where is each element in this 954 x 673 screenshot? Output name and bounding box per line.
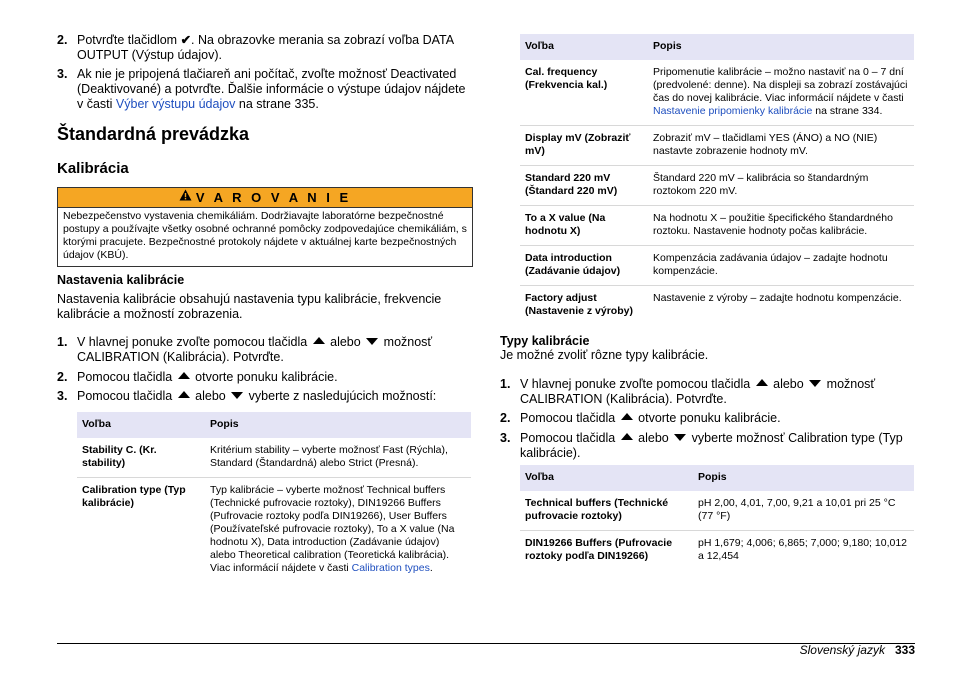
option-description: Štandard 220 mV – kalibrácia so štandardným roztokom 220 mV. xyxy=(648,166,914,206)
subsection-title: Kalibrácia xyxy=(57,160,129,177)
down-arrow-icon xyxy=(231,392,243,399)
column-header: Voľba xyxy=(77,412,205,438)
option-name: Technical buffers (Technické pufrovacie roztoky) xyxy=(525,497,669,522)
table-row xyxy=(520,206,914,246)
column-header: Popis xyxy=(205,412,471,438)
table-header-row xyxy=(520,34,914,60)
option-description: pH 2,00, 4,01, 7,00, 9,21 a 10,01 pri 25 °C (77 °F) xyxy=(698,497,896,522)
table-row xyxy=(520,166,914,206)
column-header: Voľba xyxy=(520,465,693,491)
down-arrow-icon xyxy=(366,338,378,345)
option-description: Zobraziť mV – tlačidlami YES (ÁNO) a NO (NIE) nastavte zobrazenie hodnoty mV. xyxy=(648,126,914,166)
option-name: Stability C. (Kr. stability) xyxy=(82,444,157,469)
option-description: Kompenzácia zadávania údajov – zadajte hodnotu kompenzácie. xyxy=(648,246,914,286)
up-arrow-icon xyxy=(178,372,190,379)
table-header-row xyxy=(77,412,471,438)
option-name: To a X value (Na hodnotu X) xyxy=(520,206,648,246)
option-name: Standard 220 mV (Štandard 220 mV) xyxy=(520,166,648,206)
page-footer xyxy=(800,643,915,657)
calibration-settings-intro: Nastavenia kalibrácie obsahujú nastavenia typu kalibrácie, frekvencie kalibrácie a možností zobrazenia. xyxy=(57,292,442,321)
down-arrow-icon xyxy=(674,434,686,441)
column-header: Popis xyxy=(693,465,914,491)
table-row xyxy=(520,126,914,166)
option-name: Factory adjust (Nastavenie z výroby) xyxy=(520,286,648,326)
option-description: Kritérium stability – vyberte možnosť Fast (Rýchla), Standard (Štandardná) alebo Strict (Presná). xyxy=(210,444,448,469)
link-data-output[interactable]: Výber výstupu údajov xyxy=(115,97,236,111)
calibration-types-heading: Typy kalibrácie xyxy=(500,334,590,348)
up-arrow-icon xyxy=(621,433,633,440)
page-number: 333 xyxy=(894,643,915,657)
table-row xyxy=(520,286,914,326)
link-calibration-reminder[interactable]: Nastavenie pripomienky kalibrácie xyxy=(653,105,813,117)
option-description: Typ kalibrácie – vyberte možnosť Technical buffers (Technické pufrovacie roztoky), DIN19266 Buffers (Pufrovacie roztoky podľa DIN19266), User Buffers (Používateľské pufrovacie roztoky), To a X value (Na hodnotu X), Data introduction (Zadávanie údajov) alebo Theoretical calibration (Teoretická kalibrácia). Viac informácií nájdete v časti Calibration types. xyxy=(205,478,471,583)
calibration-types-table xyxy=(520,465,914,570)
calibration-settings-heading: Nastavenia kalibrácie xyxy=(57,273,185,287)
warning-header: V A R O V A N I E xyxy=(58,188,472,208)
option-description: Pripomenutie kalibrácie – možno nastaviť na 0 – 7 dní (predvolené: denne). Na displeji sa zobrazí zostávajúci čas do novej kalibrácie. Viac informácií nájdete v časti Nastavenie pripomienky kalibrácie na strane 334. xyxy=(653,66,908,117)
table-row xyxy=(520,531,914,571)
up-arrow-icon xyxy=(178,391,190,398)
option-description: pH 1,679; 4,006; 6,865; 7,000; 9,180; 10,012 a 12,454 xyxy=(693,531,914,571)
option-description: Nastavenie z výroby – zadajte hodnotu kompenzácie. xyxy=(648,286,914,326)
up-arrow-icon xyxy=(756,379,768,386)
table-row xyxy=(520,60,914,126)
option-name: DIN19266 Buffers (Pufrovacie roztoky podľa DIN19266) xyxy=(520,531,693,571)
option-name: Data introduction (Zadávanie údajov) xyxy=(520,246,648,286)
down-arrow-icon xyxy=(809,380,821,387)
column-header: Popis xyxy=(648,34,914,60)
column-header: Voľba xyxy=(520,34,648,60)
table-header-row xyxy=(520,465,914,491)
up-arrow-icon xyxy=(621,413,633,420)
section-title: Štandardná prevádzka xyxy=(57,124,250,144)
option-name: Calibration type (Typ kalibrácie) xyxy=(77,478,205,583)
footer-language: Slovenský jazyk xyxy=(799,643,885,657)
table-row xyxy=(77,478,471,583)
table-row xyxy=(520,491,914,531)
table-row xyxy=(77,438,471,478)
warning-text: Nebezpečenstvo vystavenia chemikáliám. Dodržiavajte laboratórne bezpečnostné postupy a používajte všetky osobné ochranné pomôcky zodpovedajúce chemikáliám, s ktorými pracujete. Bezpečnostné protokoly nájdete v aktuálnej karte bezpečnostných údajov (KBÚ). xyxy=(63,210,467,261)
option-name: Cal. frequency (Frekvencia kal.) xyxy=(525,66,608,91)
footer-divider xyxy=(57,643,915,644)
option-description: Na hodnotu X – použitie špecifického štandardného roztoku. Nastavenie hodnoty počas kalibrácie. xyxy=(648,206,914,246)
option-name: Display mV (Zobraziť mV) xyxy=(520,126,648,166)
checkmark-icon: ✔ xyxy=(180,33,192,47)
warning-box xyxy=(57,187,473,267)
up-arrow-icon xyxy=(313,337,325,344)
calibration-options-table xyxy=(520,34,914,325)
link-calibration-types[interactable]: Calibration types xyxy=(351,562,430,574)
calibration-settings-table xyxy=(77,412,471,582)
calibration-types-intro: Je možné zvoliť rôzne typy kalibrácie. xyxy=(500,348,709,362)
table-row xyxy=(520,246,914,286)
warning-icon xyxy=(179,187,192,206)
